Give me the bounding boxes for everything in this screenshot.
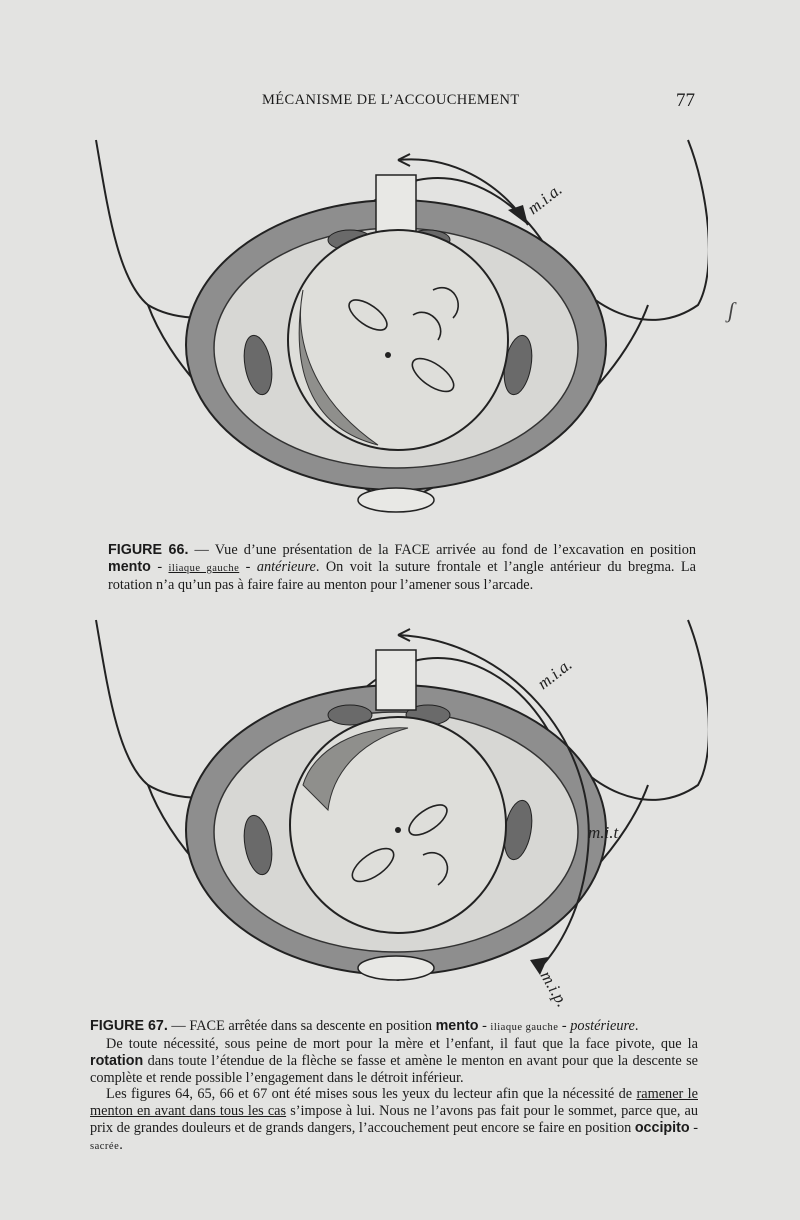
paragraph-bold: occipito xyxy=(634,1119,690,1136)
caption-dash: - xyxy=(478,1018,491,1034)
paragraph-smallcaps: sacrée xyxy=(90,1140,120,1152)
caption-bold: mento xyxy=(435,1018,479,1034)
figure-66-drawing xyxy=(88,130,708,530)
caption-dash: — xyxy=(167,1018,190,1034)
caption-smallcaps: iliaque gauche xyxy=(168,563,240,574)
paragraph-bold: rotation xyxy=(90,1052,144,1069)
caption-bold: mento xyxy=(108,559,151,575)
caption-text: . On voit la suture frontale et l’angle antérieur du bregma. La rotation n’a qu’un pas à faire faire au menton pour l’amener sous l’arcade. xyxy=(108,559,696,593)
figure-67-label: FIGURE 67. xyxy=(90,1018,168,1034)
figure-67-arrow-label-mia: m.i.a. xyxy=(533,654,576,694)
paragraph-1 xyxy=(90,1036,698,1086)
paragraph-text: Les figures 64, 65, 66 et 67 ont été mises sous les yeux du lecteur afin que la nécessité de xyxy=(106,1086,637,1103)
caption-smallcaps: iliaque gauche xyxy=(490,1022,559,1033)
caption-italic: postérieure xyxy=(570,1018,635,1034)
paragraph-dash: - xyxy=(689,1119,698,1136)
figure-66-caption xyxy=(108,542,696,594)
figure-66-arrow-label: m.i.a. xyxy=(523,179,566,219)
figure-66-label: FIGURE 66. xyxy=(108,542,189,558)
paragraph-text: dans toute l’étendue de la flèche se fasse et amène le menton en avant pour que la descente se complète et rende possible l’engagement dans le détroit inférieur. xyxy=(90,1052,698,1086)
figure-67-arrow-label-mit: m.i.t. xyxy=(588,823,623,842)
caption-dash: — xyxy=(188,542,215,558)
figure-67-drawing xyxy=(88,610,708,1010)
paragraph-text: De toute nécessité, sous peine de mort pour la mère et l’enfant, il faut que la face pivote, que la xyxy=(106,1036,698,1052)
caption-dash: - xyxy=(150,559,169,575)
paragraph-underlined: ramener le menton en avant dans tous les cas xyxy=(90,1086,698,1120)
running-title: MÉCANISME DE L’ACCOUCHEMENT xyxy=(262,92,520,108)
figure-67-caption xyxy=(90,1018,698,1036)
figure-67-illustration xyxy=(88,610,708,1010)
caption-text: . xyxy=(634,1018,639,1034)
margin-pencil-mark: ʃ xyxy=(728,298,735,323)
caption-italic: antérieure xyxy=(256,559,316,575)
figure-67-arrow-label-mip: m.i.p. xyxy=(536,967,573,1010)
caption-dash: - xyxy=(239,559,257,575)
paragraph-2 xyxy=(90,1086,698,1155)
body-text xyxy=(90,1036,698,1156)
caption-text: Vue d’une présentation de la FACE arrivée au fond de l’excavation en position xyxy=(214,542,697,558)
caption-dash: - xyxy=(558,1018,571,1034)
page-number: 77 xyxy=(676,90,695,111)
figure-66-illustration xyxy=(88,130,708,530)
paragraph-text: s’impose à lui. Nous ne l’avons pas fait pour le sommet, parce que, au prix de grandes douleurs et de grands dangers, l’accouchement peut encore se faire en position xyxy=(90,1103,699,1136)
paragraph-text: . xyxy=(119,1136,123,1153)
caption-text: FACE arrêtée dans sa descente en position xyxy=(189,1018,436,1034)
